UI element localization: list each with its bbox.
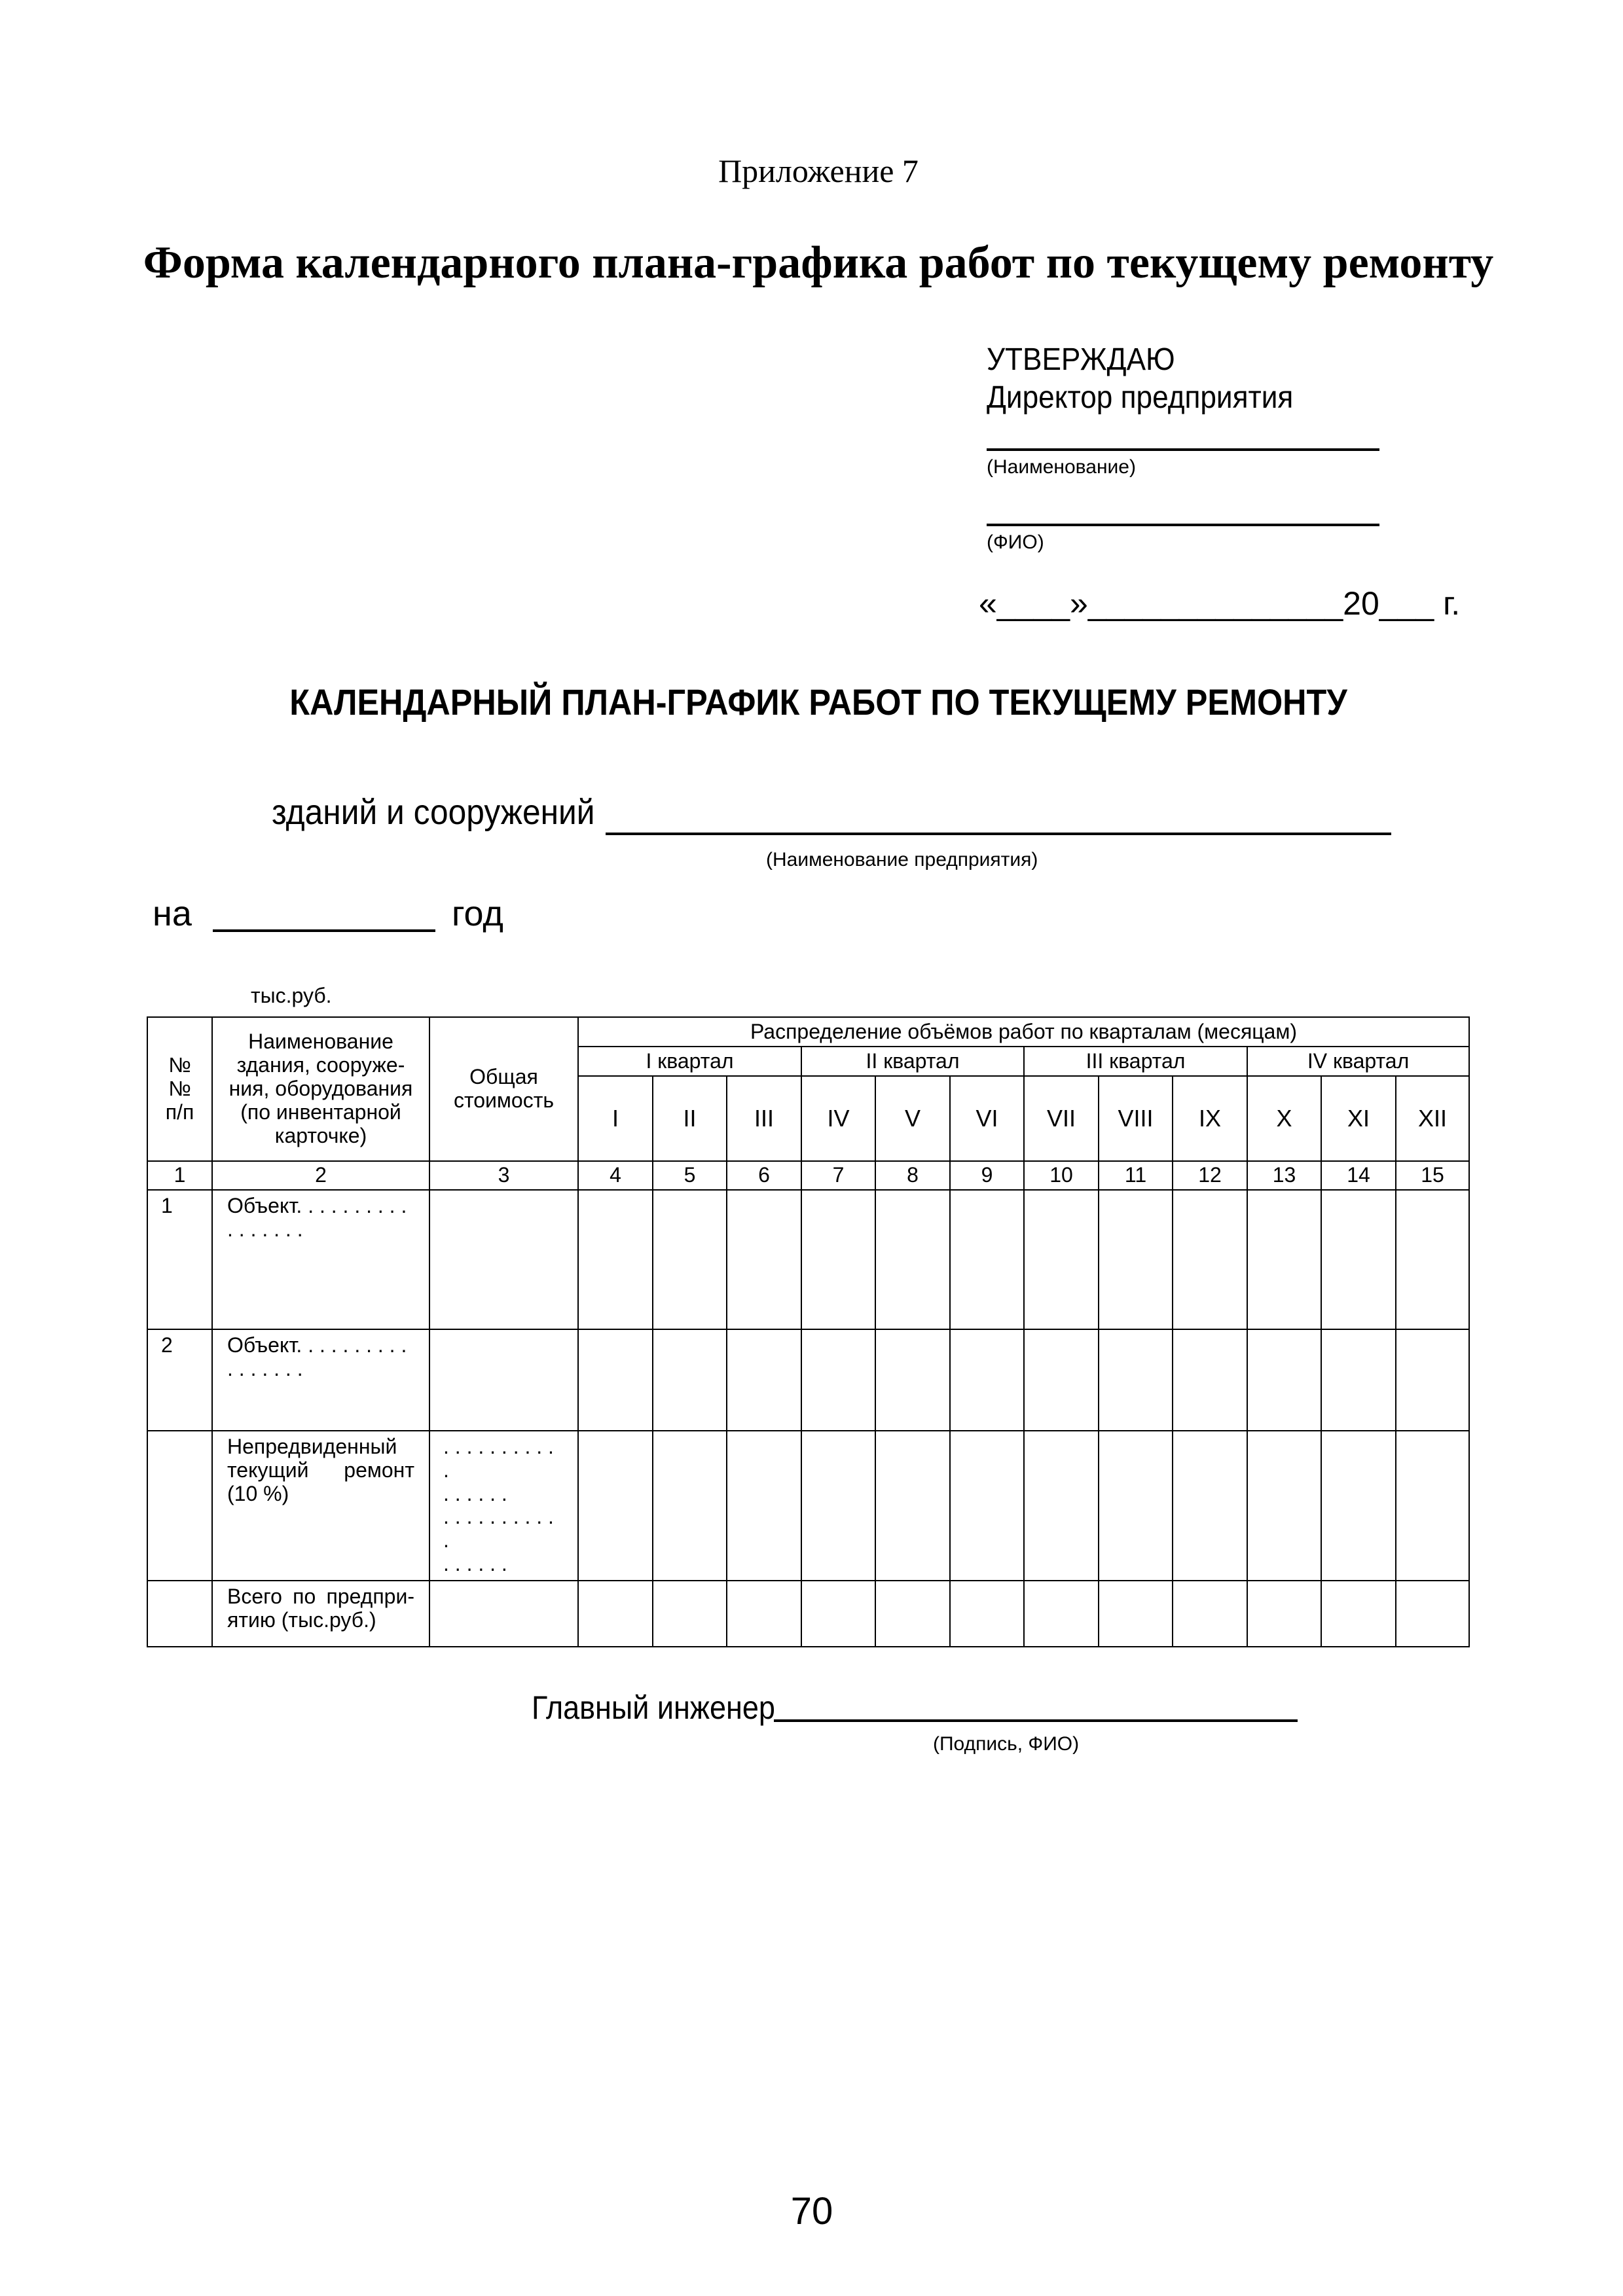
header-month: IX xyxy=(1173,1076,1247,1161)
year-prefix: на xyxy=(153,894,192,933)
column-number: 12 xyxy=(1173,1161,1247,1190)
header-month: II xyxy=(653,1076,727,1161)
table-row xyxy=(147,1190,1469,1329)
column-number: 5 xyxy=(653,1161,727,1190)
approval-role: Директор предприятия xyxy=(987,380,1294,415)
header-name: Наименование здания, сооруже- ния, оборудования (по инвентарной карточке) xyxy=(212,1017,429,1161)
approval-fio-line xyxy=(987,524,1379,526)
approval-word: УТВЕРЖДАЮ xyxy=(987,342,1175,377)
row-number: 2 xyxy=(147,1329,212,1431)
row-number xyxy=(147,1431,212,1581)
column-number: 15 xyxy=(1396,1161,1469,1190)
signature-line xyxy=(774,1719,1298,1722)
row-name: Непредвиденный текущий ремонт (10 %) xyxy=(212,1431,429,1581)
column-number: 3 xyxy=(429,1161,578,1190)
column-number: 8 xyxy=(875,1161,950,1190)
signature-caption: (Подпись, ФИО) xyxy=(933,1733,1080,1755)
header-month: VII xyxy=(1024,1076,1099,1161)
header-quarter-3: III квартал xyxy=(1024,1047,1247,1076)
column-number: 6 xyxy=(727,1161,801,1190)
appendix-label: Приложение 7 xyxy=(718,152,919,189)
form-title: Форма календарного плана-графика работ по текущему ремонту xyxy=(143,238,1494,288)
buildings-label: зданий и сооружений xyxy=(272,793,595,832)
row-cost xyxy=(429,1581,578,1647)
column-number: 13 xyxy=(1247,1161,1321,1190)
approval-fio-caption: (ФИО) xyxy=(987,531,1044,553)
header-month: III xyxy=(727,1076,801,1161)
header-quarter-2: II квартал xyxy=(801,1047,1024,1076)
row-number xyxy=(147,1581,212,1647)
row-number: 1 xyxy=(147,1190,212,1329)
header-month: XI xyxy=(1321,1076,1396,1161)
enterprise-name-line xyxy=(606,833,1391,835)
header-month: I xyxy=(578,1076,653,1161)
enterprise-caption: (Наименование предприятия) xyxy=(766,849,1038,870)
column-number: 2 xyxy=(212,1161,429,1190)
row-name: Объект. . . . . . . . . . . . . . . . . xyxy=(212,1329,429,1431)
header-cost: Общая стоимость xyxy=(429,1017,578,1161)
row-cost xyxy=(429,1190,578,1329)
header-month: X xyxy=(1247,1076,1321,1161)
header-month: VIII xyxy=(1099,1076,1173,1161)
header-month: V xyxy=(875,1076,950,1161)
header-no: № № п/п xyxy=(147,1017,212,1161)
header-month: VI xyxy=(950,1076,1024,1161)
column-number: 9 xyxy=(950,1161,1024,1190)
header-quarter-4: IV квартал xyxy=(1247,1047,1469,1076)
header-month: IV xyxy=(801,1076,875,1161)
unit-label: тыс.руб. xyxy=(251,984,332,1007)
year-line xyxy=(213,929,435,932)
row-name: Объект. . . . . . . . . . . . . . . . . xyxy=(212,1190,429,1329)
column-number: 7 xyxy=(801,1161,875,1190)
header-quarter-1: I квартал xyxy=(578,1047,801,1076)
header-distribution: Распределение объёмов работ по кварталам (месяцам) xyxy=(578,1017,1469,1047)
row-cost: . . . . . . . . . . . . . . . . . . . . . . . . . . . . . . . . . . xyxy=(429,1431,578,1581)
row-name: Всего по предпри-ятию (тыс.руб.) xyxy=(212,1581,429,1647)
column-number: 4 xyxy=(578,1161,653,1190)
chief-engineer-label: Главный инженер xyxy=(532,1689,775,1726)
column-number: 10 xyxy=(1024,1161,1099,1190)
page-number: 70 xyxy=(790,2190,833,2233)
header-month: XII xyxy=(1396,1076,1469,1161)
year-suffix: год xyxy=(452,894,503,933)
table-row xyxy=(147,1581,1469,1647)
plan-table xyxy=(147,1016,1470,1647)
column-number: 11 xyxy=(1099,1161,1173,1190)
plan-heading: КАЛЕНДАРНЫЙ ПЛАН-ГРАФИК РАБОТ ПО ТЕКУЩЕМУ РЕМОНТУ xyxy=(289,681,1347,723)
table-row xyxy=(147,1431,1469,1581)
table-row xyxy=(147,1329,1469,1431)
approval-date-line: «____»______________20___ г. xyxy=(979,585,1461,622)
column-number: 1 xyxy=(147,1161,212,1190)
column-number: 14 xyxy=(1321,1161,1396,1190)
approval-name-line xyxy=(987,448,1379,451)
approval-name-caption: (Наименование) xyxy=(987,456,1136,478)
row-cost xyxy=(429,1329,578,1431)
